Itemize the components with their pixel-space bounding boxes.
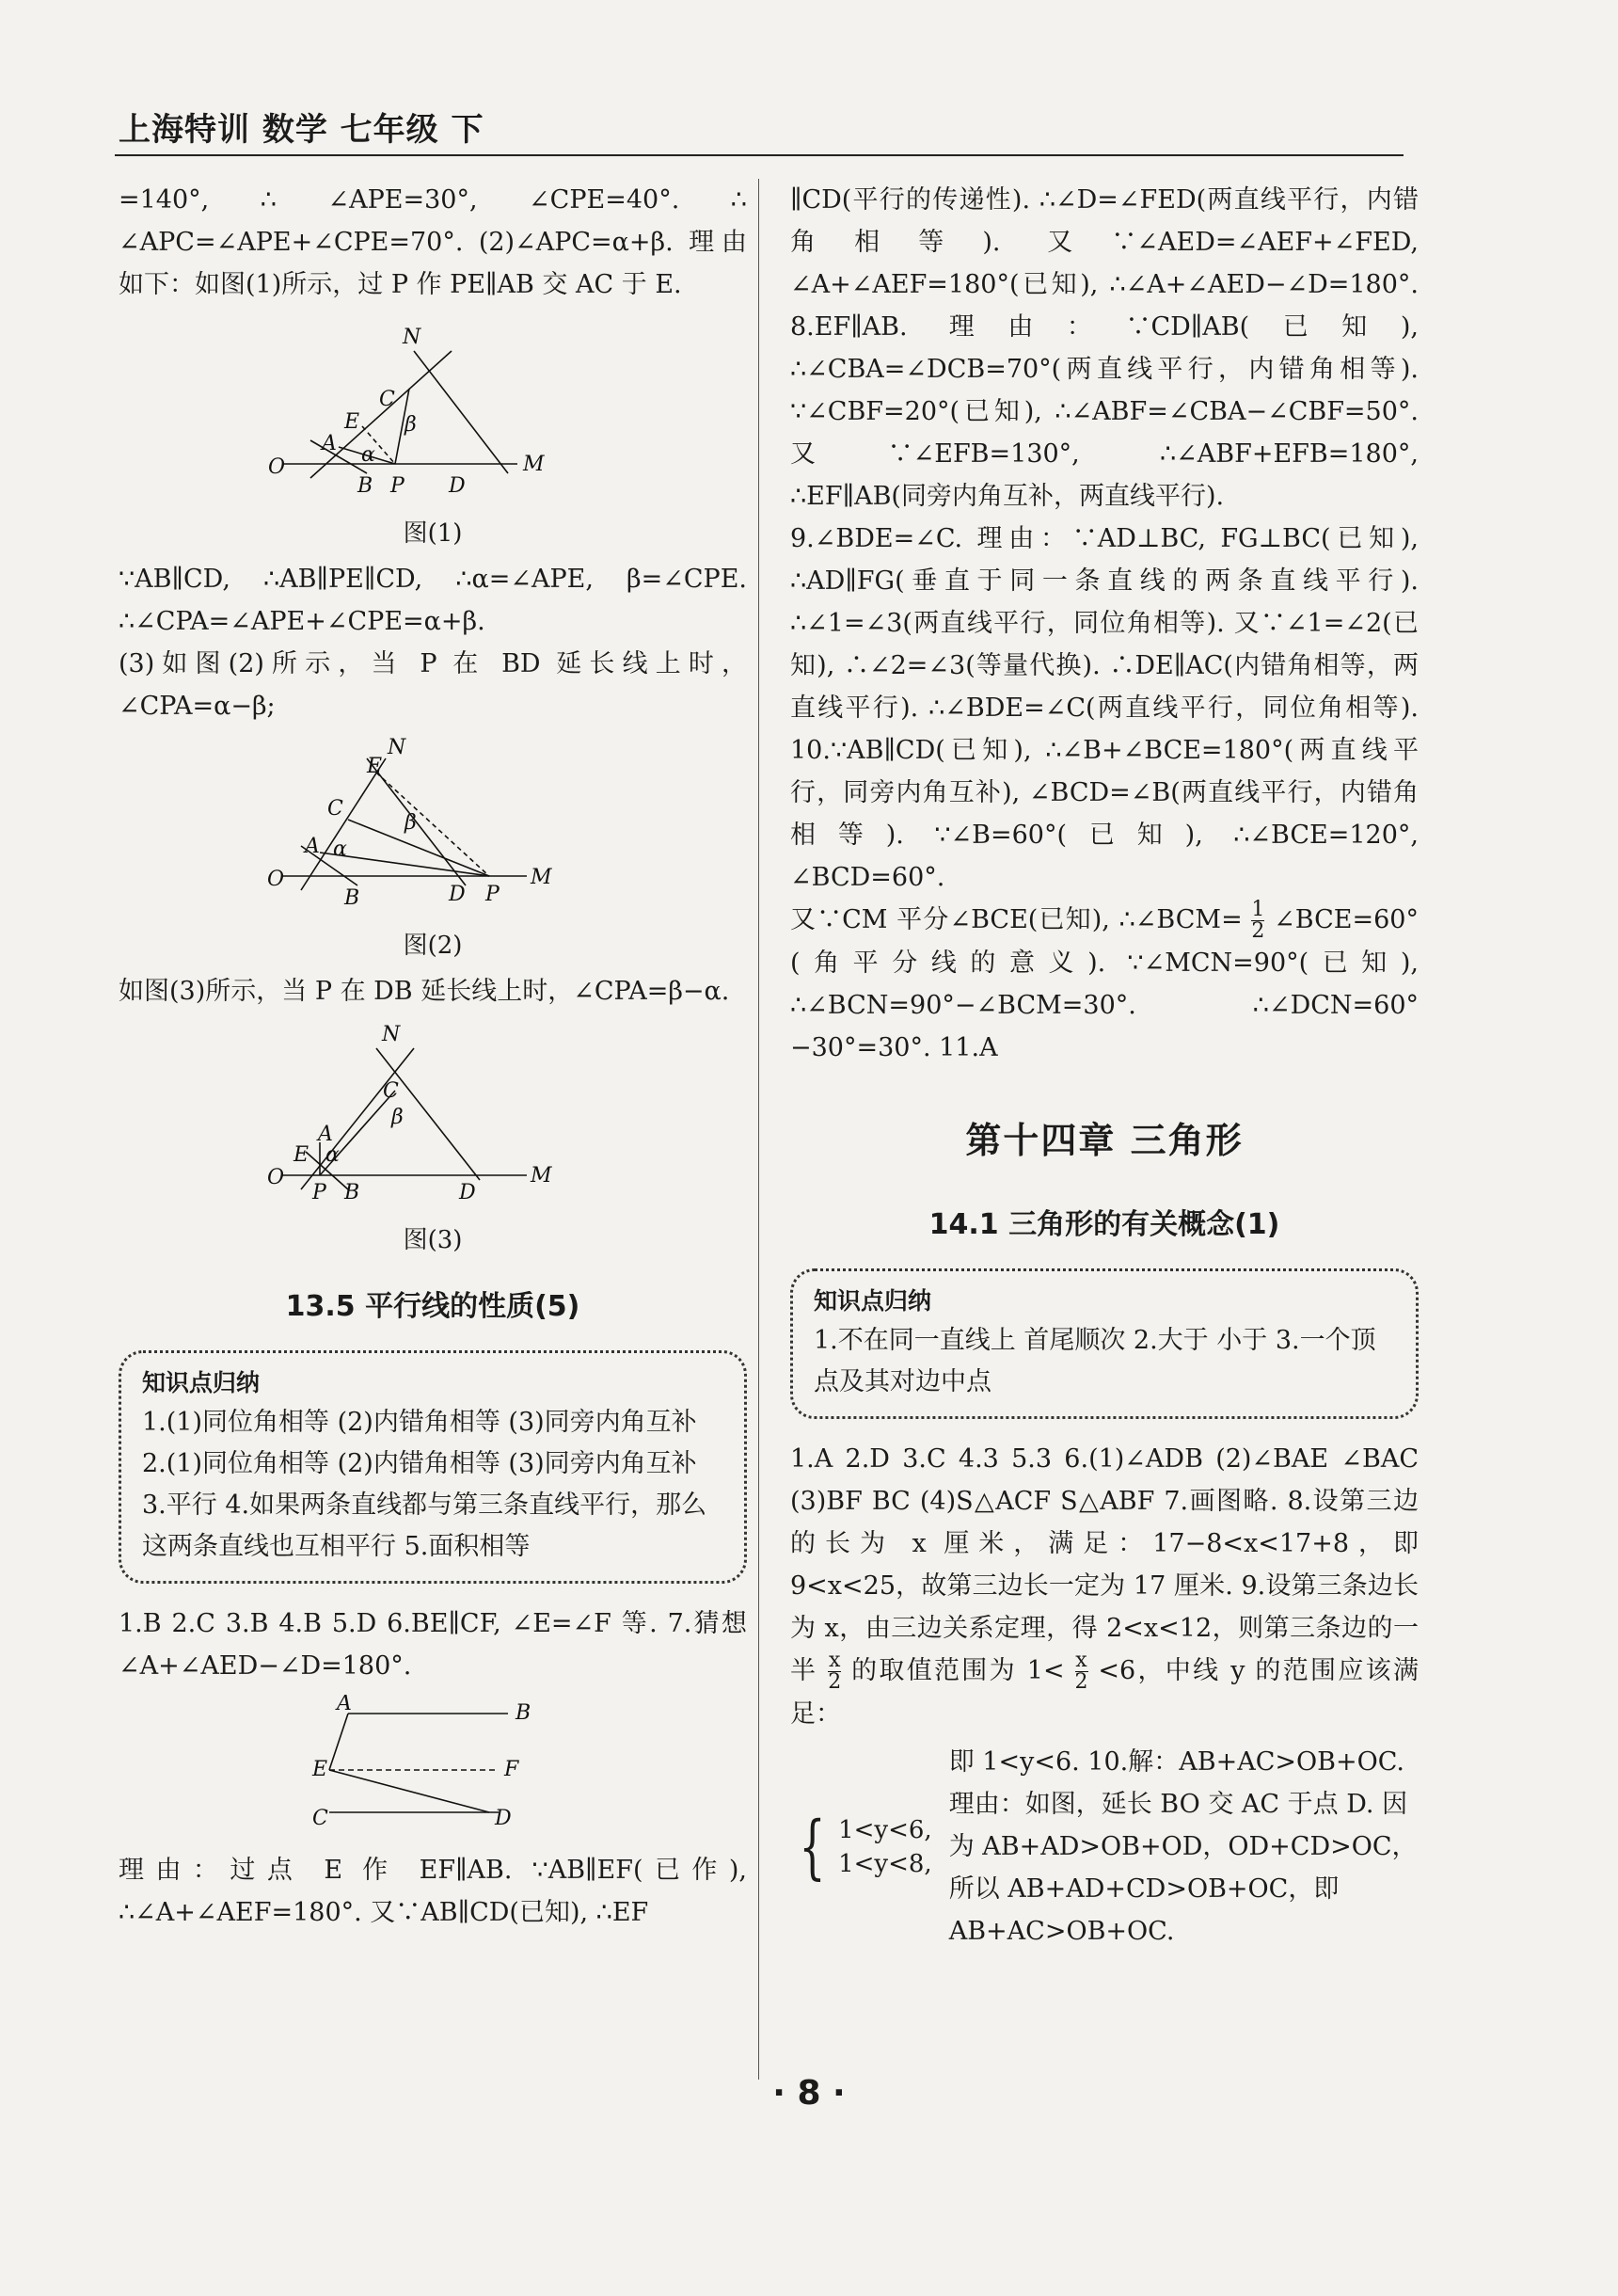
text-block xyxy=(790,1438,1419,1735)
text-segment: 又∵CM 平分∠BCE(已知), ∴∠BCM= xyxy=(790,905,1243,934)
label-o: O xyxy=(267,868,285,891)
section-heading-14-1: 14.1 三角形的有关概念(1) xyxy=(928,1208,1280,1241)
figure-caption: 图(1) xyxy=(403,519,463,548)
knowledge-summary-box xyxy=(790,1268,1419,1419)
label-a: A xyxy=(318,1123,333,1146)
text-block: ∵AB∥CD, ∴AB∥PE∥CD, ∴α=∠APE, β=∠CPE. ∴∠CPA=∠APE+∠CPE=α+β. xyxy=(119,565,747,636)
text-block: (3)如图(2)所示，当 P 在 BD 延长线上时，∠CPA=α−β; xyxy=(119,649,747,721)
label-alpha: α xyxy=(333,837,347,861)
section-heading-13-5: 13.5 平行线的性质(5) xyxy=(285,1290,580,1323)
label-c: C xyxy=(383,1079,399,1103)
system-line: 1<y<6, xyxy=(838,1815,932,1844)
fraction-denominator: 2 xyxy=(1251,919,1265,943)
fraction-numerator: x xyxy=(1075,1649,1087,1672)
line-ab xyxy=(310,440,367,473)
chapter-heading: 第十四章 三角形 xyxy=(965,1120,1244,1161)
page-number: · 8 · xyxy=(772,2074,846,2113)
inequality-system xyxy=(790,1741,1419,1953)
text-segment: 即 1<y<6. 10.解：AB+AC>OB+OC. 理由：如图，延长 BO 交 AC 于点 D. 因为 AB+AD>OB+OD，OD+CD>OC，所以 AB+AD+CD>OB+OC，即 AB+AC>OB+OC. xyxy=(948,1747,1418,1946)
label-o: O xyxy=(267,1166,285,1189)
text-block xyxy=(790,899,1419,1069)
label-alpha: α xyxy=(325,1143,340,1167)
label-e: E xyxy=(367,755,383,778)
line-ae xyxy=(329,1714,348,1770)
label-a: A xyxy=(337,1695,352,1715)
text-block: =140°, ∴ ∠APE=30°, ∠CPE=40°. ∴ ∠APC=∠APE+∠CPE=70°. (2)∠APC=α+β. 理由如下：如图(1)所示，过 P 作 PE∥AB 交 AC 于 E. xyxy=(119,185,747,299)
line-pe xyxy=(376,773,489,876)
label-b: B xyxy=(516,1701,531,1725)
left-brace: { xyxy=(799,1806,826,1888)
fraction-one-half xyxy=(1251,900,1264,942)
text-segment: 1.A 2.D 3.C 4.3 5.3 6.(1)∠ADB (2)∠BAE ∠BAC (3)BF BC (4)S△ACF S△ABF 7.画图略. 8.设第三边的长为 x 厘米，满足：17−8<x<17+8，即 9<x<25，故第三边长一定为 17 厘米. 9.设第三条边长为 x，由三边关系定理，得 2<x<12，则第三条边的一半 xyxy=(790,1444,1419,1685)
label-m: M xyxy=(523,453,545,476)
figure-3 xyxy=(263,1020,602,1259)
label-p: P xyxy=(312,1181,326,1204)
label-d: D xyxy=(495,1807,512,1830)
right-column xyxy=(790,179,1419,1958)
label-a: A xyxy=(305,835,320,858)
system-lines xyxy=(838,1813,932,1881)
label-c: C xyxy=(312,1807,328,1830)
figure-1 xyxy=(263,313,602,552)
figure-caption: 图(2) xyxy=(403,932,463,960)
label-n: N xyxy=(403,326,421,349)
label-m: M xyxy=(531,866,552,889)
system-line: 1<y<8, xyxy=(838,1849,932,1878)
label-a: A xyxy=(322,432,337,455)
text-segment: 的取值范围为 1< xyxy=(851,1656,1065,1685)
label-e: E xyxy=(293,1143,309,1167)
label-d: D xyxy=(449,883,466,906)
fraction-x-over-2 xyxy=(828,1650,841,1693)
fraction-x-over-2 xyxy=(1075,1650,1088,1693)
label-p: P xyxy=(390,474,404,498)
text-segment: ∠BCE=60°(角平分线的意义). ∵∠MCN=90°(已知), ∴∠BCN=90°−∠BCM=30°. ∴∠DCN=60°−30°=30°. 11.A xyxy=(790,905,1419,1062)
text-block: 如图(3)所示，当 P 在 DB 延长线上时，∠CPA=β−α. xyxy=(119,977,730,1006)
line-nd xyxy=(414,351,508,473)
line-pc xyxy=(348,820,489,876)
header-rule xyxy=(115,154,1404,156)
text-block: ∥CD(平行的传递性). ∴∠D=∠FED(两直线平行，内错角相等). 又∵∠AED=∠AEF+∠FED, ∠A+∠AEF=180°(已知), ∴∠A+∠AED−∠D=180°. 8.EF∥AB. 理由：∵CD∥AB(已知), ∴∠CBA=∠DCB=70°(两直线平行，内错角相等). ∵∠CBF=20°(已知), ∴∠ABF=∠CBA−∠CBF=50°. 又∵∠EFB=130°, ∴∠ABF+EFB=180°, ∴EF∥AB(同旁内角互补，两直线平行). xyxy=(790,185,1419,511)
label-c: C xyxy=(327,797,343,821)
label-c: C xyxy=(379,388,395,411)
geometry-diagram-3 xyxy=(263,1020,602,1208)
text-segment: <6，中线 y 的范围应该满足： xyxy=(790,1656,1419,1729)
label-d: D xyxy=(459,1181,476,1204)
box-content: 1.(1)同位角相等 (2)内错角相等 (3)同旁内角互补 2.(1)同位角相等 (2)内错角相等 (3)同旁内角互补 3.平行 4.如果两条直线都与第三条直线平行，那么这两条直线也互相平行 5.面积相等 xyxy=(142,1408,707,1561)
figure-2 xyxy=(263,735,602,965)
label-e: E xyxy=(312,1758,328,1781)
fraction-denominator: 2 xyxy=(1074,1670,1088,1694)
box-title: 知识点归纳 xyxy=(142,1369,261,1396)
box-content: 1.不在同一直线上 首尾顺次 2.大于 小于 3.一个顶点及其对边中点 xyxy=(814,1326,1376,1396)
label-beta: β xyxy=(404,811,417,835)
label-f: F xyxy=(504,1758,519,1781)
label-d: D xyxy=(449,474,466,498)
label-b: B xyxy=(344,1181,360,1204)
running-header: 上海特训 数学 七年级 下 xyxy=(119,111,484,149)
left-column xyxy=(119,179,747,1934)
fraction-numerator: 1 xyxy=(1251,898,1265,921)
fraction-numerator: x xyxy=(828,1649,841,1672)
text-block: 理由：过点 E 作 EF∥AB. ∵AB∥EF(已作), ∴∠A+∠AEF=180°. 又∵AB∥CD(已知), ∴EF xyxy=(119,1856,747,1927)
text-block: 1.B 2.C 3.B 4.B 5.D 6.BE∥CF, ∠E=∠F 等. 7.猜想∠A+∠AED−∠D=180°. xyxy=(119,1609,747,1681)
column-divider xyxy=(758,179,759,2080)
figure-4 xyxy=(310,1695,555,1849)
knowledge-summary-box xyxy=(119,1350,747,1584)
label-alpha: α xyxy=(361,443,375,467)
geometry-diagram-1 xyxy=(263,313,602,502)
label-m: M xyxy=(531,1164,552,1188)
label-b: B xyxy=(357,474,373,498)
label-e: E xyxy=(344,410,360,434)
geometry-diagram-2 xyxy=(263,735,602,914)
label-n: N xyxy=(388,736,406,759)
box-title: 知识点归纳 xyxy=(814,1287,932,1315)
fraction-denominator: 2 xyxy=(828,1670,842,1694)
label-p: P xyxy=(485,883,500,906)
label-beta: β xyxy=(391,1106,404,1129)
line-ac xyxy=(301,758,386,890)
label-n: N xyxy=(382,1023,401,1046)
label-beta: β xyxy=(404,413,417,437)
line-ed xyxy=(329,1770,489,1812)
text-block: 9.∠BDE=∠C. 理由：∵AD⊥BC, FG⊥BC(已知), ∴AD∥FG(垂直于同一条直线的两条直线平行). ∴∠1=∠3(两直线平行，同位角相等). 又∵∠1=∠2(已知), ∴∠2=∠3(等量代换). ∴DE∥AC(内错角相等，两直线平行). ∴∠BDE=∠C(两直线平行，同位角相等). 10.∵AB∥CD(已知), ∴∠B+∠BCE=180°(两直线平行，同旁内角互补), ∠BCD=∠B(两直线平行，内错角相等). ∵∠B=60°(已知), ∴∠BCE=120°, ∠BCD=60°. xyxy=(790,524,1419,892)
geometry-diagram-4 xyxy=(310,1695,555,1836)
label-b: B xyxy=(344,886,360,910)
figure-caption: 图(3) xyxy=(403,1226,463,1254)
label-o: O xyxy=(268,455,286,479)
